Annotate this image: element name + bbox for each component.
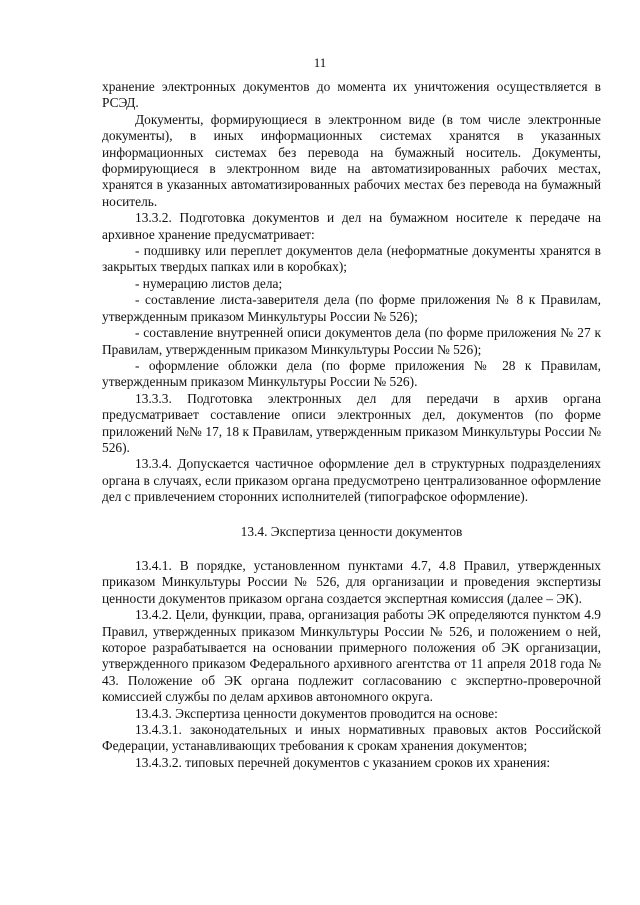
- paragraph-13-4-2: 13.4.2. Цели, функции, права, организация работы ЭК определяются пунктом 4.9 Правил, утвержденных приказом Минкультуры России № 526, и положением о ней, которое разрабатывается на основании примерного положения об ЭК организации, утвержденного приказом Федерального архивного агентства от 11 апреля 2018 года № 43. Положение об ЭК органа подлежит согласованию с экспертно-проверочной комиссией службы по делам архивов автономного округа.: [102, 607, 601, 705]
- page-number: 11: [313, 55, 327, 70]
- document-body: [102, 79, 601, 771]
- paragraph-13-3-2: 13.3.2. Подготовка документов и дел на бумажном носителе к передаче на архивное хранение предусматривает:: [102, 210, 601, 242]
- list-item-internal-inventory: - составление внутренней описи документов дела (по форме приложения № 27 к Правилам, утвержденным приказом Минкультуры России № 526);: [102, 325, 601, 357]
- paragraph-electronic-documents: Документы, формирующиеся в электронном виде (в том числе электронные документы), в иных информационных системах хранятся в указанных информационных системах без перевода на бумажный носитель. Документы, формирующиеся в электронном виде на автоматизированных рабочих местах, хранятся в указанных автоматизированных рабочих местах без перевода на бумажный носитель.: [102, 111, 601, 209]
- list-item-cover: - оформление обложки дела (по форме приложения № 28 к Правилам, утвержденным приказом Минкультуры России № 526).: [102, 357, 601, 390]
- paragraph-13-4-1: 13.4.1. В порядке, установленном пунктами 4.7, 4.8 Правил, утвержденных приказом Минкультуры России № 526, для организации и проведения экспертизы ценности документов приказом органа создается экспертная комиссия (далее – ЭК).: [102, 557, 601, 606]
- paragraph-13-3-3: 13.3.3. Подготовка электронных дел для передачи в архив органа предусматривает составление описи электронных дел, документов (по форме приложений №№ 17, 18 к Правилам, утвержденным приказом Минкультуры России № 526).: [102, 390, 601, 455]
- list-item-certification-sheet: - составление листа-заверителя дела (по форме приложения № 8 к Правилам, утвержденным приказом Минкультуры России № 526);: [102, 292, 601, 324]
- list-item-numbering: - нумерацию листов дела;: [135, 275, 283, 291]
- section-heading-13-4: 13.4. Экспертиза ценности документов: [240, 523, 463, 539]
- paragraph-13-4-3-2: 13.4.3.2. типовых перечней документов с указанием сроков их хранения:: [135, 754, 551, 770]
- paragraph-13-4-3: 13.4.3. Экспертиза ценности документов проводится на основе:: [135, 705, 498, 721]
- paragraph-electronic-storage: хранение электронных документов до момента их уничтожения осуществляется в РСЭД.: [102, 79, 601, 111]
- list-item-binding: - подшивку или переплет документов дела (неформатные документы хранятся в закрытых твердых папках или в коробках);: [102, 243, 601, 275]
- paragraph-13-3-4: 13.3.4. Допускается частичное оформление дел в структурных подразделениях органа в случаях, если приказом органа предусмотрено централизованное оформление дел с привлечением сторонних исполнителей (типографское оформление).: [102, 456, 601, 505]
- paragraph-13-4-3-1: 13.4.3.1. законодательных и иных нормативных правовых актов Российской Федерации, устанавливающих требования к срокам хранения документов;: [102, 722, 601, 754]
